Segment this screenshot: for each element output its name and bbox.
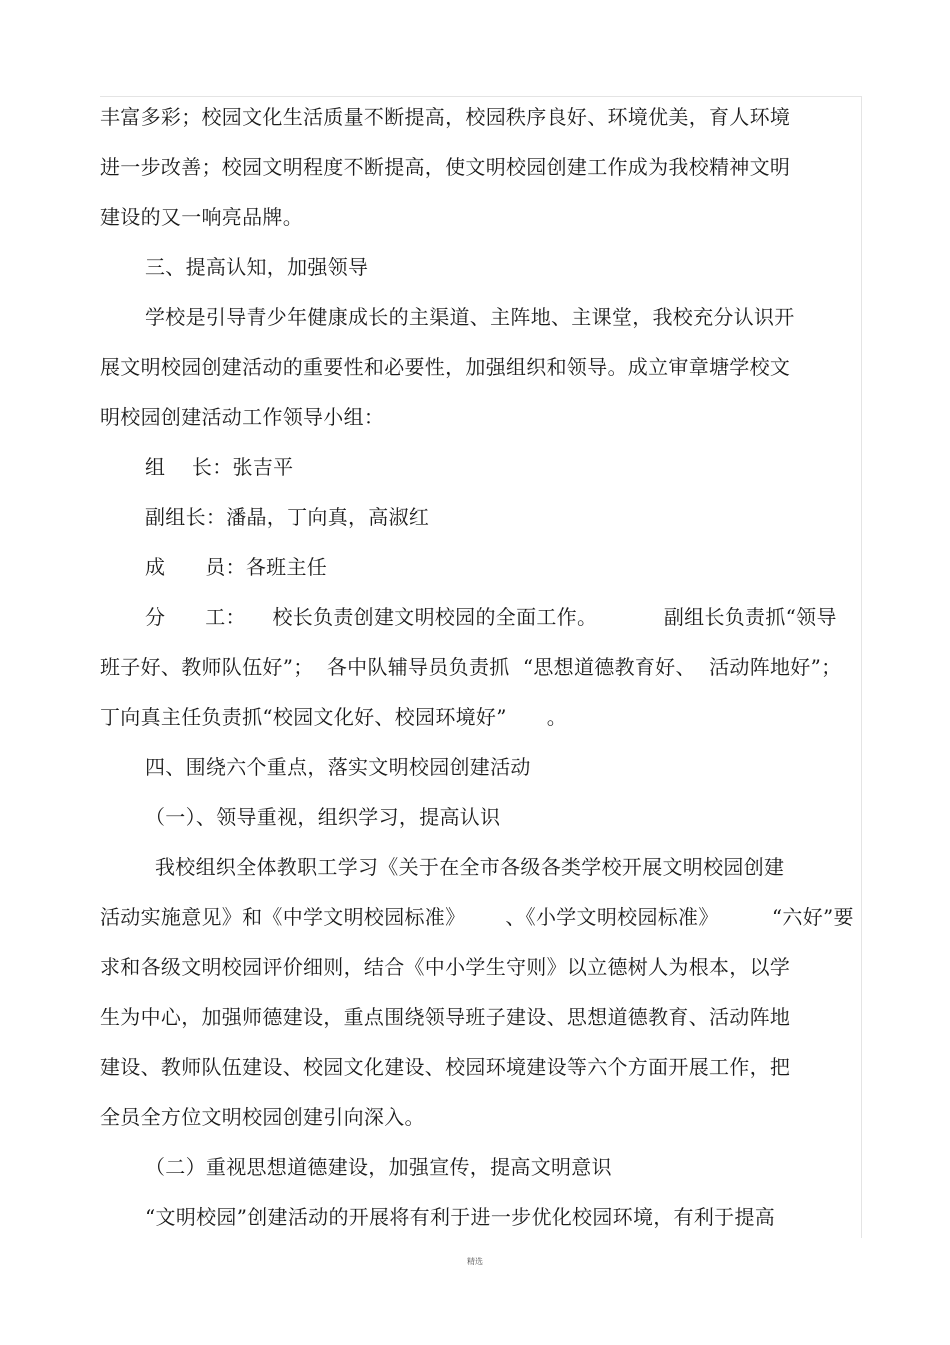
paragraph-line: 我校组织全体教职工学习《关于在全市各级各类学校开展文明校园创建 (155, 855, 785, 879)
member-line: 成 员：各班主任 (145, 555, 328, 579)
deputy-leader-line: 副组长：潘晶，丁向真，高淑红 (145, 505, 430, 529)
paragraph-line: 建设的又一响亮品牌。 (100, 205, 303, 229)
paragraph-line: 学校是引导青少年健康成长的主渠道、主阵地、主课堂，我校充分认识开 (145, 305, 795, 329)
subsection-heading: （一）、领导重视，组织学习，提高认识 (145, 805, 501, 829)
paragraph-line: 求和各级文明校园评价细则，结合《中小学生守则》以立德树人为根本，以学 (100, 955, 791, 979)
section-heading: 四、围绕六个重点，落实文明校园创建活动 (145, 755, 531, 779)
paragraph-line: 全员全方位文明校园创建引向深入。 (100, 1105, 425, 1129)
paragraph-line: 丰富多彩；校园文化生活质量不断提高，校园秩序良好、环境优美，育人环境 (100, 105, 791, 129)
paragraph-line: 进一步改善；校园文明程度不断提高，使文明校园创建工作成为我校精神文明 (100, 155, 791, 179)
paragraph-line: 活动实施意见》和《中学文明校园标准》 、《小学文明校园标准》 “六好”要 (100, 905, 854, 929)
paragraph-line: 展文明校园创建活动的重要性和必要性，加强组织和领导。成立审章塘学校文 (100, 355, 791, 379)
page-border-top (100, 96, 862, 97)
page-border-right (861, 96, 862, 1238)
paragraph-line: 丁向真主任负责抓“校园文化好、校园环境好” 。 (100, 705, 567, 729)
paragraph-line: “文明校园”创建活动的开展将有利于进一步优化校园环境，有利于提高 (145, 1205, 776, 1229)
subsection-heading: （二）重视思想道德建设，加强宣传，提高文明意识 (145, 1155, 612, 1179)
paragraph-line: 生为中心，加强师德建设，重点围绕领导班子建设、思想道德教育、活动阵地 (100, 1005, 791, 1029)
section-heading: 三、提高认知，加强领导 (145, 255, 369, 279)
division-line: 分 工： 校长负责创建文明校园的全面工作。 副组长负责抓“领导 (145, 605, 837, 629)
paragraph-line: 班子好、教师队伍好”； 各中队辅导员负责抓 “思想道德教育好、 活动阵地好”； (100, 655, 842, 679)
leader-line: 组 长：张吉平 (145, 455, 294, 479)
page-footer: 精选 (467, 1257, 483, 1266)
paragraph-line: 明校园创建活动工作领导小组： (100, 405, 385, 429)
paragraph-line: 建设、教师队伍建设、校园文化建设、校园环境建设等六个方面开展工作，把 (100, 1055, 791, 1079)
